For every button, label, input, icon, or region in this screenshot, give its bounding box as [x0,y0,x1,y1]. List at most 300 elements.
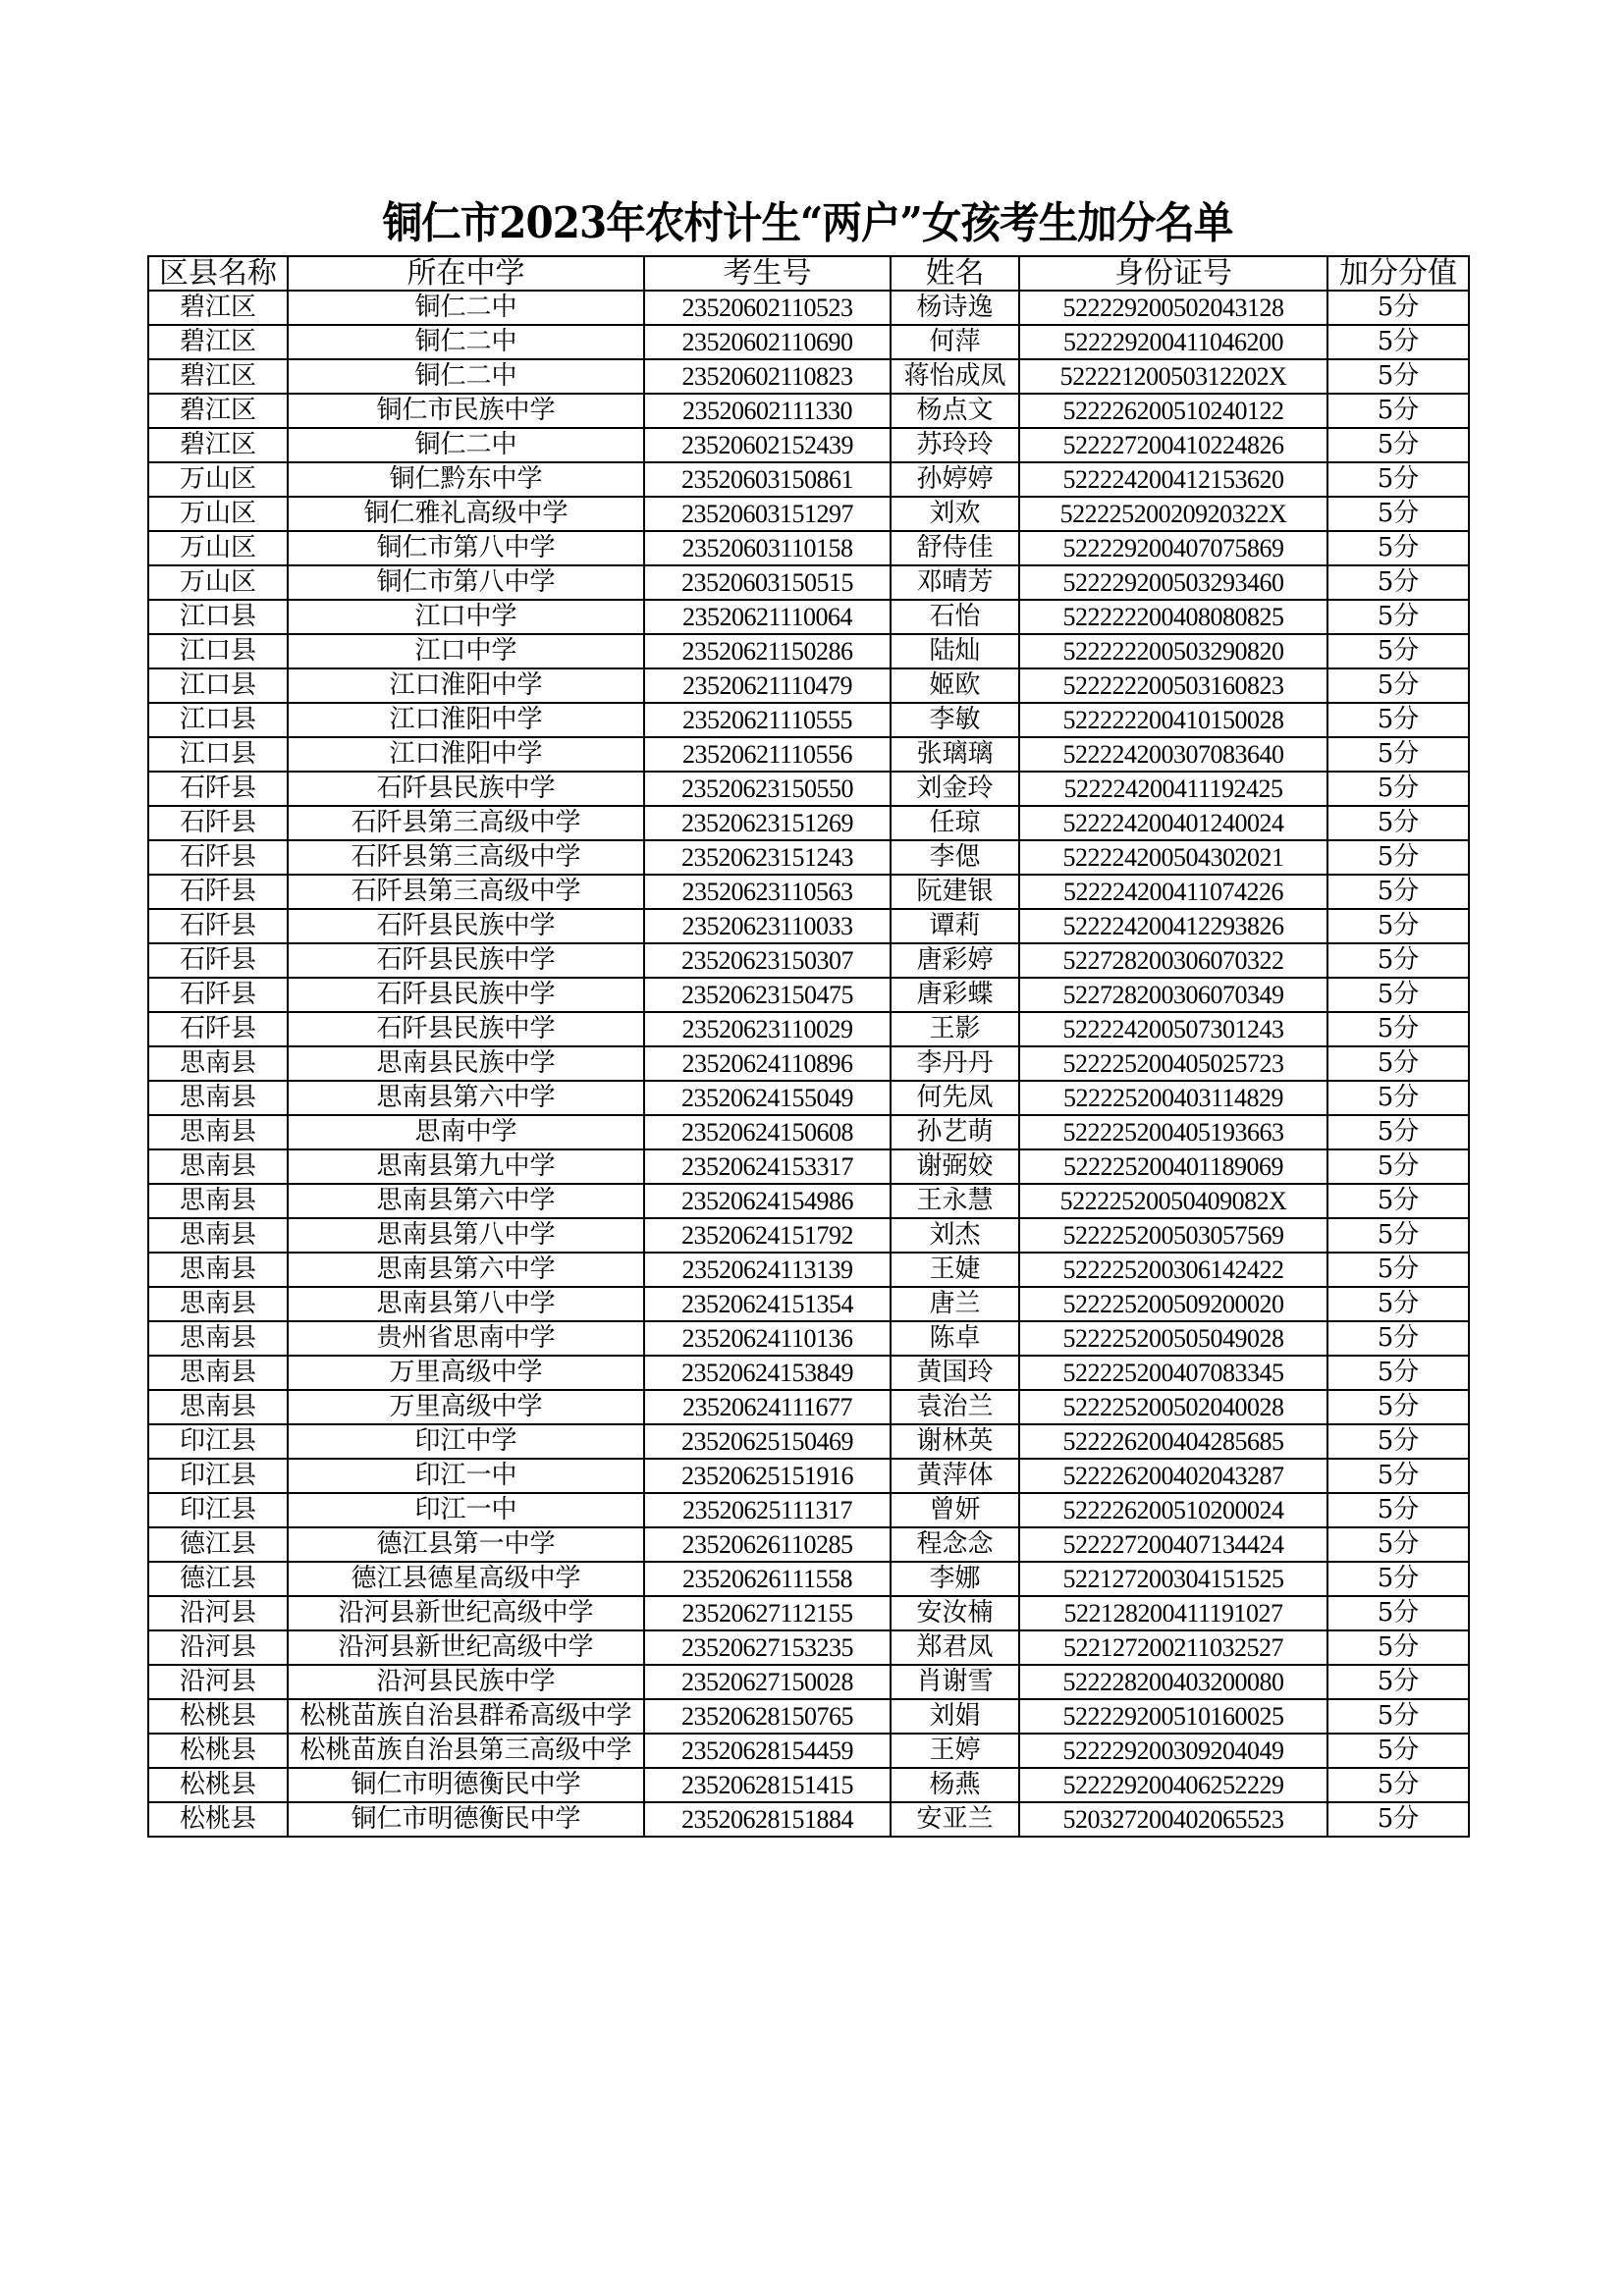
cell-bonus-points: 5分 [1327,325,1469,359]
cell-bonus-points: 5分 [1327,1459,1469,1493]
cell-school [288,634,644,668]
header-exam-number: 考生号 [644,256,891,291]
cell-school [288,1115,644,1149]
cell-bonus-points: 5分 [1327,1287,1469,1321]
cell-district: 德江县 [148,1562,288,1596]
cell-bonus-points: 5分 [1327,909,1469,943]
cell-bonus-points: 5分 [1327,1424,1469,1459]
cell-exam-number: 23520603150515 [644,565,891,600]
cell-district: 印江县 [148,1493,288,1527]
cell-id-number: 522227200407134424 [1019,1527,1327,1562]
cell-school [288,1184,644,1218]
cell-student-name: 蒋怡成凤 [891,359,1019,394]
cell-id-number: 522222200503160823 [1019,668,1327,703]
cell-school [288,1424,644,1459]
cell-id-number: 522226200404285685 [1019,1424,1327,1459]
cell-student-name: 何先凤 [891,1081,1019,1115]
table-row [148,703,1469,737]
cell-school [288,359,644,394]
table-row [148,806,1469,840]
cell-school [288,1562,644,1596]
cell-school [288,840,644,875]
school-name-text: 铜仁市民族中学 [376,396,556,425]
table-row [148,1562,1469,1596]
cell-exam-number: 23520624151354 [644,1287,891,1321]
cell-student-name: 李偲 [891,840,1019,875]
cell-id-number: 522226200510200024 [1019,1493,1327,1527]
cell-student-name: 袁治兰 [891,1390,1019,1424]
cell-district: 江口县 [148,600,288,634]
cell-bonus-points: 5分 [1327,428,1469,462]
cell-student-name: 杨点文 [891,394,1019,428]
cell-bonus-points: 5分 [1327,737,1469,772]
cell-id-number: 522226200402043287 [1019,1459,1327,1493]
cell-id-number: 522222200410150028 [1019,703,1327,737]
cell-id-number: 522225200503057569 [1019,1218,1327,1253]
cell-bonus-points: 5分 [1327,806,1469,840]
table-row [148,1596,1469,1630]
cell-id-number: 52222520020920322X [1019,497,1327,531]
school-name-text: 石阡县民族中学 [376,1014,556,1043]
school-name-text: 铜仁市明德衡民中学 [351,1804,581,1834]
cell-school [288,291,644,325]
cell-id-number: 522229200407075869 [1019,531,1327,565]
cell-exam-number: 23520623151243 [644,840,891,875]
cell-student-name: 曾妍 [891,1493,1019,1527]
cell-exam-number: 23520627150028 [644,1665,891,1699]
cell-id-number: 522225200405025723 [1019,1046,1327,1081]
cell-student-name: 孙婷婷 [891,462,1019,497]
cell-bonus-points: 5分 [1327,497,1469,531]
cell-student-name: 唐彩蝶 [891,978,1019,1012]
cell-bonus-points: 5分 [1327,840,1469,875]
cell-id-number: 522224200411192425 [1019,772,1327,806]
school-name-text: 铜仁市第八中学 [376,533,556,562]
cell-school [288,875,644,909]
cell-exam-number: 23520624111677 [644,1390,891,1424]
table-row [148,1046,1469,1081]
cell-district: 印江县 [148,1459,288,1493]
cell-exam-number: 23520624110896 [644,1046,891,1081]
cell-district: 印江县 [148,1424,288,1459]
school-name-text: 印江一中 [414,1495,517,1524]
cell-district: 思南县 [148,1287,288,1321]
cell-school [288,1665,644,1699]
school-name-text: 印江中学 [414,1426,517,1456]
cell-district: 松桃县 [148,1699,288,1734]
table-row [148,600,1469,634]
cell-school [288,1459,644,1493]
cell-district: 思南县 [148,1218,288,1253]
cell-school [288,428,644,462]
cell-exam-number: 23520624154986 [644,1184,891,1218]
cell-exam-number: 23520623110029 [644,1012,891,1046]
cell-student-name: 陈卓 [891,1321,1019,1356]
cell-bonus-points: 5分 [1327,943,1469,978]
cell-bonus-points: 5分 [1327,531,1469,565]
cell-school [288,1218,644,1253]
school-name-text: 铜仁二中 [414,293,517,322]
cell-student-name: 郑君凤 [891,1630,1019,1665]
cell-district: 思南县 [148,1321,288,1356]
cell-bonus-points: 5分 [1327,772,1469,806]
cell-district: 江口县 [148,703,288,737]
cell-school [288,1321,644,1356]
school-name-text: 铜仁市明德衡民中学 [351,1770,581,1799]
cell-exam-number: 23520627153235 [644,1630,891,1665]
cell-school [288,1287,644,1321]
cell-exam-number: 23520621110556 [644,737,891,772]
cell-student-name: 王永慧 [891,1184,1019,1218]
school-name-text: 贵州省思南中学 [376,1323,556,1353]
cell-id-number: 522229200503293460 [1019,565,1327,600]
cell-student-name: 黄萍体 [891,1459,1019,1493]
cell-district: 万山区 [148,462,288,497]
cell-student-name: 李敏 [891,703,1019,737]
cell-district: 万山区 [148,565,288,600]
cell-bonus-points: 5分 [1327,1665,1469,1699]
cell-bonus-points: 5分 [1327,1046,1469,1081]
table-row [148,772,1469,806]
table-row [148,359,1469,394]
cell-exam-number: 23520602152439 [644,428,891,462]
cell-district: 碧江区 [148,325,288,359]
cell-bonus-points: 5分 [1327,600,1469,634]
cell-district: 碧江区 [148,359,288,394]
cell-school [288,737,644,772]
cell-district: 思南县 [148,1046,288,1081]
table-row [148,1253,1469,1287]
cell-exam-number: 23520628151884 [644,1802,891,1837]
cell-student-name: 刘娟 [891,1699,1019,1734]
cell-id-number: 522224200504302021 [1019,840,1327,875]
school-name-text: 沿河县民族中学 [376,1667,556,1696]
school-name-text: 思南县第六中学 [376,1186,556,1215]
cell-student-name: 任琼 [891,806,1019,840]
cell-district: 思南县 [148,1390,288,1424]
cell-bonus-points: 5分 [1327,875,1469,909]
cell-bonus-points: 5分 [1327,1802,1469,1837]
cell-id-number: 522229200502043128 [1019,291,1327,325]
cell-exam-number: 23520624155049 [644,1081,891,1115]
table-row [148,1459,1469,1493]
cell-district: 思南县 [148,1115,288,1149]
cell-student-name: 邓晴芳 [891,565,1019,600]
table-row [148,1630,1469,1665]
school-name-text: 思南县第八中学 [376,1289,556,1318]
cell-id-number: 522229200406252229 [1019,1768,1327,1802]
school-name-text: 思南县民族中学 [376,1048,556,1078]
cell-student-name: 安汝楠 [891,1596,1019,1630]
school-name-text: 铜仁二中 [414,327,517,356]
school-name-text: 铜仁市第八中学 [376,567,556,597]
cell-bonus-points: 5分 [1327,1184,1469,1218]
cell-bonus-points: 5分 [1327,1012,1469,1046]
cell-exam-number: 23520621150286 [644,634,891,668]
cell-student-name: 阮建银 [891,875,1019,909]
cell-student-name: 陆灿 [891,634,1019,668]
cell-exam-number: 23520624113139 [644,1253,891,1287]
cell-district: 碧江区 [148,394,288,428]
table-row [148,909,1469,943]
cell-district: 沿河县 [148,1665,288,1699]
cell-school [288,806,644,840]
cell-student-name: 谭莉 [891,909,1019,943]
table-row [148,943,1469,978]
cell-school [288,1046,644,1081]
header-bonus-points: 加分分值 [1327,256,1469,291]
cell-district: 石阡县 [148,978,288,1012]
cell-bonus-points: 5分 [1327,1321,1469,1356]
cell-id-number: 522224200411074226 [1019,875,1327,909]
cell-bonus-points: 5分 [1327,394,1469,428]
table-row [148,394,1469,428]
cell-student-name: 姬欧 [891,668,1019,703]
cell-bonus-points: 5分 [1327,1630,1469,1665]
cell-exam-number: 23520621110555 [644,703,891,737]
cell-school [288,1390,644,1424]
school-name-text: 石阡县第三高级中学 [351,877,581,906]
cell-school [288,1081,644,1115]
cell-school [288,497,644,531]
cell-school [288,462,644,497]
cell-student-name: 杨燕 [891,1768,1019,1802]
cell-exam-number: 23520603110158 [644,531,891,565]
cell-school [288,1493,644,1527]
cell-bonus-points: 5分 [1327,1768,1469,1802]
bonus-points-table [147,255,1470,1838]
table-row [148,531,1469,565]
cell-student-name: 谢林英 [891,1424,1019,1459]
table-row [148,1012,1469,1046]
cell-id-number: 522229200510160025 [1019,1699,1327,1734]
cell-exam-number: 23520602110523 [644,291,891,325]
cell-exam-number: 23520624153849 [644,1356,891,1390]
cell-exam-number: 23520602110690 [644,325,891,359]
cell-exam-number: 23520602110823 [644,359,891,394]
cell-district: 碧江区 [148,291,288,325]
cell-id-number: 522225200405193663 [1019,1115,1327,1149]
table-row [148,1802,1469,1837]
cell-id-number: 522225200401189069 [1019,1149,1327,1184]
cell-exam-number: 23520628154459 [644,1734,891,1768]
cell-exam-number: 23520624151792 [644,1218,891,1253]
cell-district: 江口县 [148,737,288,772]
cell-district: 石阡县 [148,909,288,943]
cell-district: 石阡县 [148,1012,288,1046]
cell-district: 石阡县 [148,806,288,840]
cell-bonus-points: 5分 [1327,1081,1469,1115]
cell-bonus-points: 5分 [1327,1734,1469,1768]
table-row [148,1527,1469,1562]
cell-district: 石阡县 [148,840,288,875]
table-row [148,1321,1469,1356]
cell-school [288,1149,644,1184]
table-row [148,291,1469,325]
school-name-text: 江口中学 [414,602,517,631]
school-name-text: 思南县第六中学 [376,1255,556,1284]
cell-student-name: 王婷 [891,1734,1019,1768]
header-id-number: 身份证号 [1019,256,1327,291]
table-row [148,1356,1469,1390]
cell-student-name: 黄国玲 [891,1356,1019,1390]
cell-exam-number: 23520621110064 [644,600,891,634]
cell-school [288,1699,644,1734]
cell-id-number: 522224200507301243 [1019,1012,1327,1046]
school-name-text: 石阡县第三高级中学 [351,808,581,837]
cell-school [288,978,644,1012]
cell-student-name: 肖谢雪 [891,1665,1019,1699]
cell-exam-number: 23520602111330 [644,394,891,428]
cell-bonus-points: 5分 [1327,1253,1469,1287]
cell-bonus-points: 5分 [1327,1562,1469,1596]
school-name-text: 石阡县民族中学 [376,911,556,940]
cell-id-number: 522225200505049028 [1019,1321,1327,1356]
table-row [148,1768,1469,1802]
school-name-text: 石阡县第三高级中学 [351,842,581,872]
school-name-text: 松桃苗族自治县群希高级中学 [299,1701,632,1731]
cell-student-name: 刘杰 [891,1218,1019,1253]
header-name: 姓名 [891,256,1019,291]
cell-student-name: 苏玲玲 [891,428,1019,462]
cell-bonus-points: 5分 [1327,1149,1469,1184]
cell-id-number: 522224200401240024 [1019,806,1327,840]
table-row [148,1390,1469,1424]
cell-school [288,1012,644,1046]
cell-student-name: 舒侍佳 [891,531,1019,565]
cell-school [288,772,644,806]
school-name-text: 德江县德星高级中学 [351,1564,581,1593]
cell-district: 江口县 [148,634,288,668]
cell-school [288,1630,644,1665]
cell-bonus-points: 5分 [1327,565,1469,600]
cell-district: 松桃县 [148,1768,288,1802]
school-name-text: 江口淮阳中学 [389,705,543,734]
table-row [148,1665,1469,1699]
cell-district: 思南县 [148,1253,288,1287]
cell-id-number: 522222200408080825 [1019,600,1327,634]
school-name-text: 万里高级中学 [389,1392,543,1421]
cell-district: 沿河县 [148,1596,288,1630]
cell-id-number: 522127200211032527 [1019,1630,1327,1665]
table-row [148,1287,1469,1321]
cell-bonus-points: 5分 [1327,1699,1469,1734]
school-name-text: 思南中学 [414,1117,517,1147]
cell-id-number: 522728200306070349 [1019,978,1327,1012]
cell-bonus-points: 5分 [1327,1493,1469,1527]
cell-exam-number: 23520624110136 [644,1321,891,1356]
cell-student-name: 杨诗逸 [891,291,1019,325]
school-name-text: 沿河县新世纪高级中学 [338,1598,594,1628]
cell-exam-number: 23520627112155 [644,1596,891,1630]
cell-exam-number: 23520623150475 [644,978,891,1012]
school-name-text: 铜仁雅礼高级中学 [363,499,568,528]
cell-bonus-points: 5分 [1327,359,1469,394]
cell-bonus-points: 5分 [1327,462,1469,497]
cell-id-number: 52222120050312202X [1019,359,1327,394]
cell-student-name: 刘金玲 [891,772,1019,806]
school-name-text: 万里高级中学 [389,1358,543,1387]
school-name-text: 松桃苗族自治县第三高级中学 [299,1735,632,1765]
cell-bonus-points: 5分 [1327,1596,1469,1630]
cell-bonus-points: 5分 [1327,634,1469,668]
cell-exam-number: 23520623150307 [644,943,891,978]
cell-exam-number: 23520621110479 [644,668,891,703]
cell-student-name: 孙艺萌 [891,1115,1019,1149]
cell-exam-number: 23520625150469 [644,1424,891,1459]
cell-district: 碧江区 [148,428,288,462]
table-row [148,1734,1469,1768]
cell-id-number: 522225200502040028 [1019,1390,1327,1424]
table-row [148,1184,1469,1218]
school-name-text: 江口中学 [414,636,517,666]
school-name-text: 铜仁黔东中学 [389,464,543,494]
cell-id-number: 52222520050409082X [1019,1184,1327,1218]
cell-exam-number: 23520623151269 [644,806,891,840]
cell-exam-number: 23520625151916 [644,1459,891,1493]
header-school: 所在中学 [288,256,644,291]
table-row [148,565,1469,600]
document-title: 铜仁市2023年农村计生“两户”女孩考生加分名单 [382,198,1233,248]
school-name-text: 江口淮阳中学 [389,670,543,700]
cell-district: 石阡县 [148,875,288,909]
table-row [148,428,1469,462]
cell-school [288,394,644,428]
cell-district: 德江县 [148,1527,288,1562]
cell-id-number: 522127200304151525 [1019,1562,1327,1596]
school-name-text: 石阡县民族中学 [376,980,556,1009]
table-row [148,634,1469,668]
cell-student-name: 李娜 [891,1562,1019,1596]
cell-student-name: 王影 [891,1012,1019,1046]
table-row [148,668,1469,703]
table-row [148,1115,1469,1149]
table-row [148,875,1469,909]
cell-school [288,703,644,737]
table-row [148,325,1469,359]
cell-bonus-points: 5分 [1327,978,1469,1012]
header-district: 区县名称 [148,256,288,291]
school-name-text: 印江一中 [414,1461,517,1490]
cell-exam-number: 23520625111317 [644,1493,891,1527]
cell-id-number: 522224200307083640 [1019,737,1327,772]
school-name-text: 思南县第八中学 [376,1220,556,1250]
cell-id-number: 520327200402065523 [1019,1802,1327,1837]
cell-student-name: 张璃璃 [891,737,1019,772]
cell-exam-number: 23520626110285 [644,1527,891,1562]
cell-id-number: 522225200306142422 [1019,1253,1327,1287]
cell-district: 松桃县 [148,1734,288,1768]
cell-bonus-points: 5分 [1327,1527,1469,1562]
table-row [148,497,1469,531]
cell-bonus-points: 5分 [1327,291,1469,325]
school-name-text: 沿河县新世纪高级中学 [338,1632,594,1662]
table-row [148,1424,1469,1459]
table-body [148,291,1469,1837]
cell-student-name: 唐兰 [891,1287,1019,1321]
cell-exam-number: 23520623110563 [644,875,891,909]
table-header-row [148,256,1469,291]
cell-school [288,1596,644,1630]
table-row [148,1081,1469,1115]
table-row [148,462,1469,497]
cell-school [288,565,644,600]
table-row [148,1699,1469,1734]
cell-id-number: 522224200412153620 [1019,462,1327,497]
cell-id-number: 522728200306070322 [1019,943,1327,978]
cell-student-name: 程念念 [891,1527,1019,1562]
school-name-text: 石阡县民族中学 [376,945,556,975]
